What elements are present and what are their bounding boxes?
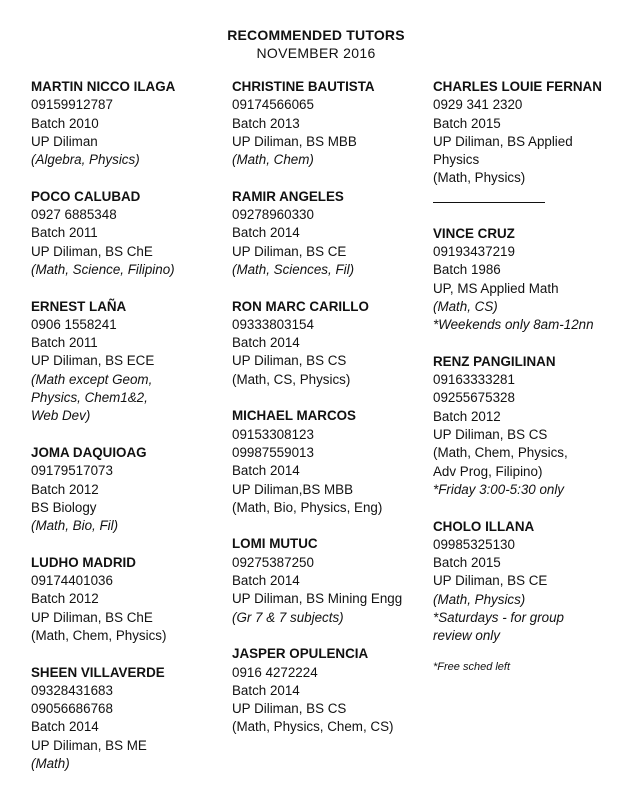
tutor-detail: UP Diliman, BS ChE bbox=[31, 609, 153, 625]
page-title: RECOMMENDED TUTORS bbox=[227, 27, 405, 43]
tutor-detail: UP Diliman, BS CS bbox=[232, 701, 347, 717]
tutor-name: LUDHO MADRID bbox=[31, 554, 136, 570]
tutor-detail: (Math, Chem, Physics) bbox=[31, 627, 167, 643]
tutor-detail: 09159912787 bbox=[31, 97, 113, 113]
tutor-entry bbox=[433, 225, 628, 335]
tutor-name: RON MARC CARILLO bbox=[232, 298, 369, 314]
tutor-subjects: *Saturdays - for group bbox=[433, 610, 564, 626]
document-header bbox=[0, 26, 632, 62]
tutor-entry bbox=[31, 444, 226, 535]
tutor-subjects: (Algebra, Physics) bbox=[31, 152, 140, 168]
tutor-detail: 09193437219 bbox=[433, 244, 515, 260]
tutor-detail: UP Diliman, BS MBB bbox=[232, 133, 357, 149]
tutor-detail: Physics bbox=[433, 152, 480, 168]
tutor-detail: 09985325130 bbox=[433, 536, 515, 552]
tutor-detail: Batch 2012 bbox=[433, 408, 501, 424]
tutor-detail: Batch 2012 bbox=[31, 481, 99, 497]
tutor-entry bbox=[232, 407, 427, 517]
tutor-detail: UP Diliman, BS CS bbox=[433, 427, 548, 443]
tutor-column-1 bbox=[31, 78, 226, 792]
tutor-detail: 09987559013 bbox=[232, 444, 314, 460]
tutor-subjects: review only bbox=[433, 628, 500, 644]
tutor-detail: 0929 341 2320 bbox=[433, 97, 523, 113]
section-divider bbox=[433, 202, 545, 203]
tutor-column-2 bbox=[232, 78, 427, 755]
tutor-detail: UP, MS Applied Math bbox=[433, 280, 559, 296]
tutor-entry bbox=[232, 78, 427, 169]
tutor-entry bbox=[232, 535, 427, 626]
tutor-name: CHOLO ILLANA bbox=[433, 518, 535, 534]
tutor-detail: 09278960330 bbox=[232, 207, 314, 223]
tutor-entry bbox=[31, 188, 226, 279]
tutor-detail: UP Diliman,BS MBB bbox=[232, 481, 354, 497]
tutor-name: JOMA DAQUIOAG bbox=[31, 444, 147, 460]
tutor-detail: Batch 2011 bbox=[31, 335, 98, 351]
tutor-detail: UP Diliman, BS ECE bbox=[31, 353, 155, 369]
tutor-entry bbox=[433, 78, 628, 188]
tutor-detail: 09056686768 bbox=[31, 701, 113, 717]
tutor-name: VINCE CRUZ bbox=[433, 225, 515, 241]
tutor-subjects: *Weekends only 8am-12nn bbox=[433, 317, 594, 333]
tutor-detail: Batch 2014 bbox=[232, 225, 300, 241]
tutor-name: LOMI MUTUC bbox=[232, 536, 318, 552]
tutor-column-3 bbox=[433, 78, 628, 674]
tutor-entry bbox=[31, 78, 226, 169]
tutor-detail: UP Diliman bbox=[31, 133, 98, 149]
tutor-detail: (Math, Chem, Physics, bbox=[433, 445, 568, 461]
tutor-subjects: (Math except Geom, bbox=[31, 371, 153, 387]
tutor-name: CHRISTINE BAUTISTA bbox=[232, 79, 375, 94]
tutor-name: JASPER OPULENCIA bbox=[232, 646, 369, 662]
tutor-detail: Batch 2012 bbox=[31, 591, 99, 607]
tutor-name: POCO CALUBAD bbox=[31, 188, 141, 204]
tutor-detail: 09275387250 bbox=[232, 554, 314, 570]
tutor-detail: Batch 2010 bbox=[31, 115, 99, 131]
tutor-detail: 09328431683 bbox=[31, 682, 113, 698]
tutor-entry bbox=[232, 645, 427, 736]
tutor-detail: UP Diliman, BS CE bbox=[433, 573, 548, 589]
tutor-detail: Batch 2015 bbox=[433, 555, 501, 571]
tutor-detail: (Math, Physics, Chem, CS) bbox=[232, 719, 394, 735]
tutor-entry bbox=[232, 298, 427, 389]
tutor-detail: 0906 1558241 bbox=[31, 316, 117, 332]
tutor-detail: 09163333281 bbox=[433, 372, 515, 388]
tutor-subjects: (Math, Science, Filipino) bbox=[31, 261, 175, 277]
tutor-subjects: (Math, Physics) bbox=[433, 591, 526, 607]
tutor-detail: 09153308123 bbox=[232, 426, 314, 442]
page-subtitle: NOVEMBER 2016 bbox=[256, 45, 376, 61]
tutor-detail: UP Diliman, BS CS bbox=[232, 353, 347, 369]
tutor-detail: UP Diliman, BS Mining Engg bbox=[232, 591, 403, 607]
tutor-subjects: Web Dev) bbox=[31, 408, 91, 424]
tutor-name: RENZ PANGILINAN bbox=[433, 353, 556, 369]
tutor-name: ERNEST LAÑA bbox=[31, 298, 127, 314]
tutor-detail: Batch 1986 bbox=[433, 262, 501, 278]
footnote: *Free sched left bbox=[433, 660, 511, 673]
tutor-entry bbox=[232, 188, 427, 279]
tutor-detail: Adv Prog, Filipino) bbox=[433, 463, 543, 479]
tutor-detail: (Math, Physics) bbox=[433, 170, 526, 186]
tutor-name: SHEEN VILLAVERDE bbox=[31, 664, 165, 680]
tutor-detail: Batch 2014 bbox=[31, 719, 99, 735]
tutor-detail: UP Diliman, BS Applied bbox=[433, 133, 573, 149]
tutor-name: RAMIR ANGELES bbox=[232, 188, 344, 204]
tutor-entry bbox=[31, 298, 226, 426]
tutor-detail: Batch 2014 bbox=[232, 573, 300, 589]
tutor-detail: 09174401036 bbox=[31, 573, 113, 589]
tutor-detail: (Math, Bio, Physics, Eng) bbox=[232, 499, 383, 515]
tutor-detail: UP Diliman, BS ChE bbox=[31, 243, 153, 259]
tutor-detail: 09179517073 bbox=[31, 463, 113, 479]
tutor-subjects: (Math) bbox=[31, 755, 70, 771]
tutor-detail: Batch 2014 bbox=[232, 463, 300, 479]
tutor-detail: BS Biology bbox=[31, 499, 97, 515]
tutor-detail: UP Diliman, BS ME bbox=[31, 737, 147, 753]
tutor-detail: Batch 2015 bbox=[433, 115, 501, 131]
tutor-detail: 09255675328 bbox=[433, 390, 515, 406]
tutor-detail: (Math, CS, Physics) bbox=[232, 371, 351, 387]
tutor-subjects: (Math, Bio, Fil) bbox=[31, 518, 119, 534]
tutor-entry bbox=[433, 518, 628, 646]
tutor-subjects: (Math, Sciences, Fil) bbox=[232, 261, 355, 277]
tutor-detail: Batch 2014 bbox=[232, 682, 300, 698]
tutor-subjects: Physics, Chem1&2, bbox=[31, 390, 148, 406]
tutor-subjects: (Math, CS) bbox=[433, 298, 498, 314]
tutor-detail: Batch 2014 bbox=[232, 335, 300, 351]
tutor-entry bbox=[433, 353, 628, 499]
tutor-detail: 0927 6885348 bbox=[31, 207, 117, 223]
tutor-detail: 09174566065 bbox=[232, 97, 314, 113]
tutor-entry bbox=[31, 554, 226, 645]
tutor-subjects: (Math, Chem) bbox=[232, 152, 314, 168]
tutor-entry bbox=[31, 664, 226, 774]
tutor-detail: Batch 2011 bbox=[31, 225, 98, 241]
tutor-name: CHARLES LOUIE FERNAN bbox=[433, 79, 602, 94]
tutor-detail: 09333803154 bbox=[232, 316, 314, 332]
tutor-detail: Batch 2013 bbox=[232, 115, 300, 131]
tutor-subjects: (Gr 7 & 7 subjects) bbox=[232, 609, 344, 625]
tutor-name: MICHAEL MARCOS bbox=[232, 408, 356, 424]
tutor-name: MARTIN NICCO ILAGA bbox=[31, 79, 176, 94]
tutor-detail: 0916 4272224 bbox=[232, 664, 318, 680]
tutor-subjects: *Friday 3:00-5:30 only bbox=[433, 481, 565, 497]
tutor-detail: UP Diliman, BS CE bbox=[232, 243, 347, 259]
